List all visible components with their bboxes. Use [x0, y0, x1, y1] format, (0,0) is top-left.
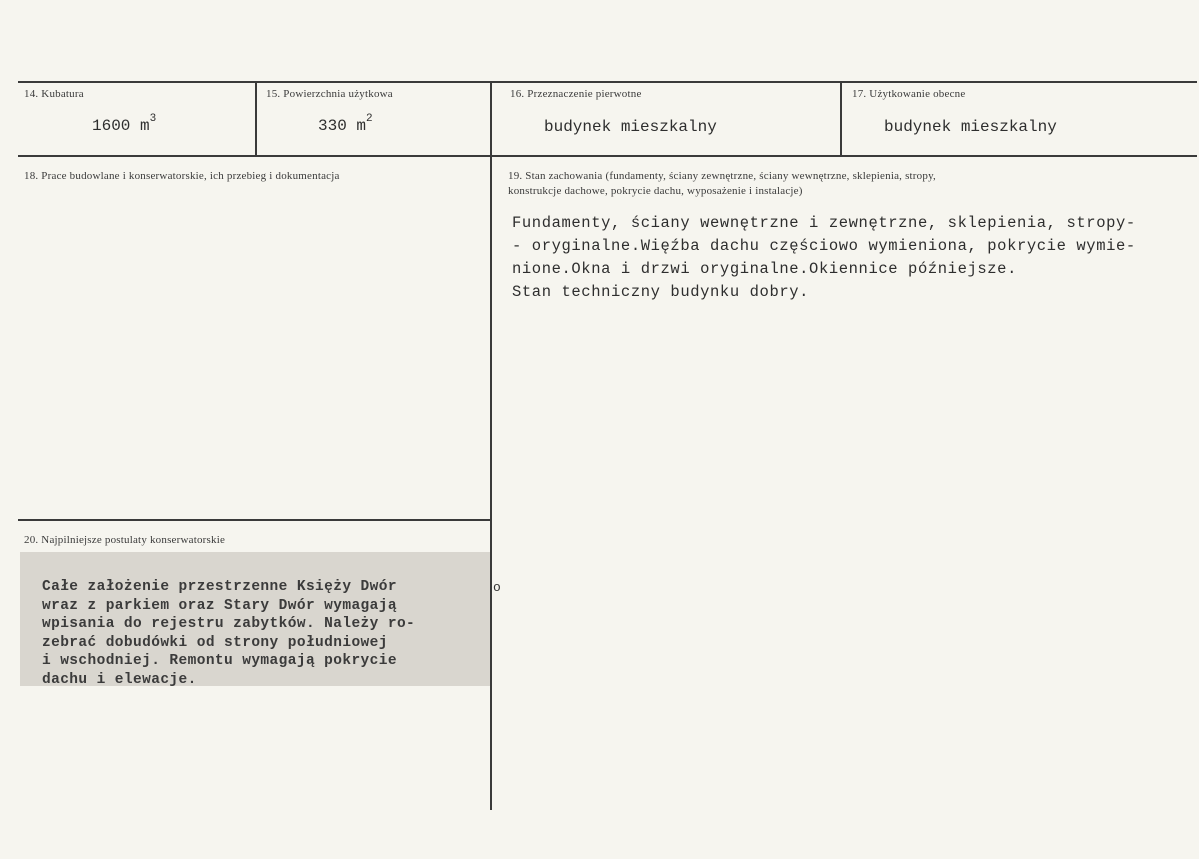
stan-line: - oryginalne.Więźba dachu częściowo wymieniona, pokrycie wymie-: [512, 237, 1136, 255]
prace-label: 18. Prace budowlane i konserwatorskie, ich przebieg i dokumentacja: [24, 170, 340, 182]
kubatura-exponent: 3: [149, 113, 157, 125]
stray-typed-mark: o: [493, 580, 501, 595]
stan-label-line1: 19. Stan zachowania (fundamenty, ściany zewnętrzne, ściany wewnętrzne, sklepienia, stropy,: [508, 170, 937, 182]
powierzchnia-number: 330 m: [318, 117, 367, 135]
row-rule-2: [18, 519, 491, 521]
powierzchnia-exponent: 2: [366, 113, 373, 125]
stan-label-line2: konstrukcje dachowe, pokrycie dachu, wyposażenie i instalacje): [508, 185, 803, 197]
postulaty-line: wraz z parkiem oraz Stary Dwór wymagają: [42, 597, 397, 614]
stan-line: Stan techniczny budynku dobry.: [512, 283, 810, 301]
powierzchnia-label: 15. Powierzchnia użytkowa: [266, 88, 393, 100]
kubatura-value: [92, 113, 157, 135]
kubatura-label: 14. Kubatura: [24, 88, 84, 100]
postulaty-text: [42, 578, 415, 689]
uzytkowanie-label: 17. Użytkowanie obecne: [852, 88, 966, 100]
postulaty-line: zebrać dobudówki od strony południowej: [42, 634, 388, 651]
stan-line: nione.Okna i drzwi oryginalne.Okiennice późniejsze.: [512, 260, 1017, 278]
top-rule: [18, 81, 1197, 83]
col-divider-3: [840, 81, 842, 157]
powierzchnia-value: [318, 113, 373, 135]
przeznaczenie-value: budynek mieszkalny: [544, 118, 717, 136]
stan-line: Fundamenty, ściany wewnętrzne i zewnętrzne, sklepienia, stropy-: [512, 214, 1136, 232]
col-divider-1: [255, 81, 257, 157]
uzytkowanie-value: budynek mieszkalny: [884, 118, 1057, 136]
postulaty-line: i wschodniej. Remontu wymagają pokrycie: [42, 653, 397, 669]
col-divider-2: [490, 81, 492, 810]
postulaty-label: 20. Najpilniejsze postulaty konserwatorskie: [24, 534, 226, 546]
postulaty-line: wpisania do rejestru zabytków. Należy ro-: [42, 616, 416, 632]
postulaty-line: dachu i elewacje.: [42, 671, 197, 688]
row-rule-1: [18, 155, 1197, 157]
kubatura-number: 1600 m: [92, 117, 150, 135]
stan-text: [512, 212, 1136, 304]
postulaty-line: Całe założenie przestrzenne Księży Dwór: [42, 579, 397, 595]
przeznaczenie-label: 16. Przeznaczenie pierwotne: [510, 88, 642, 100]
